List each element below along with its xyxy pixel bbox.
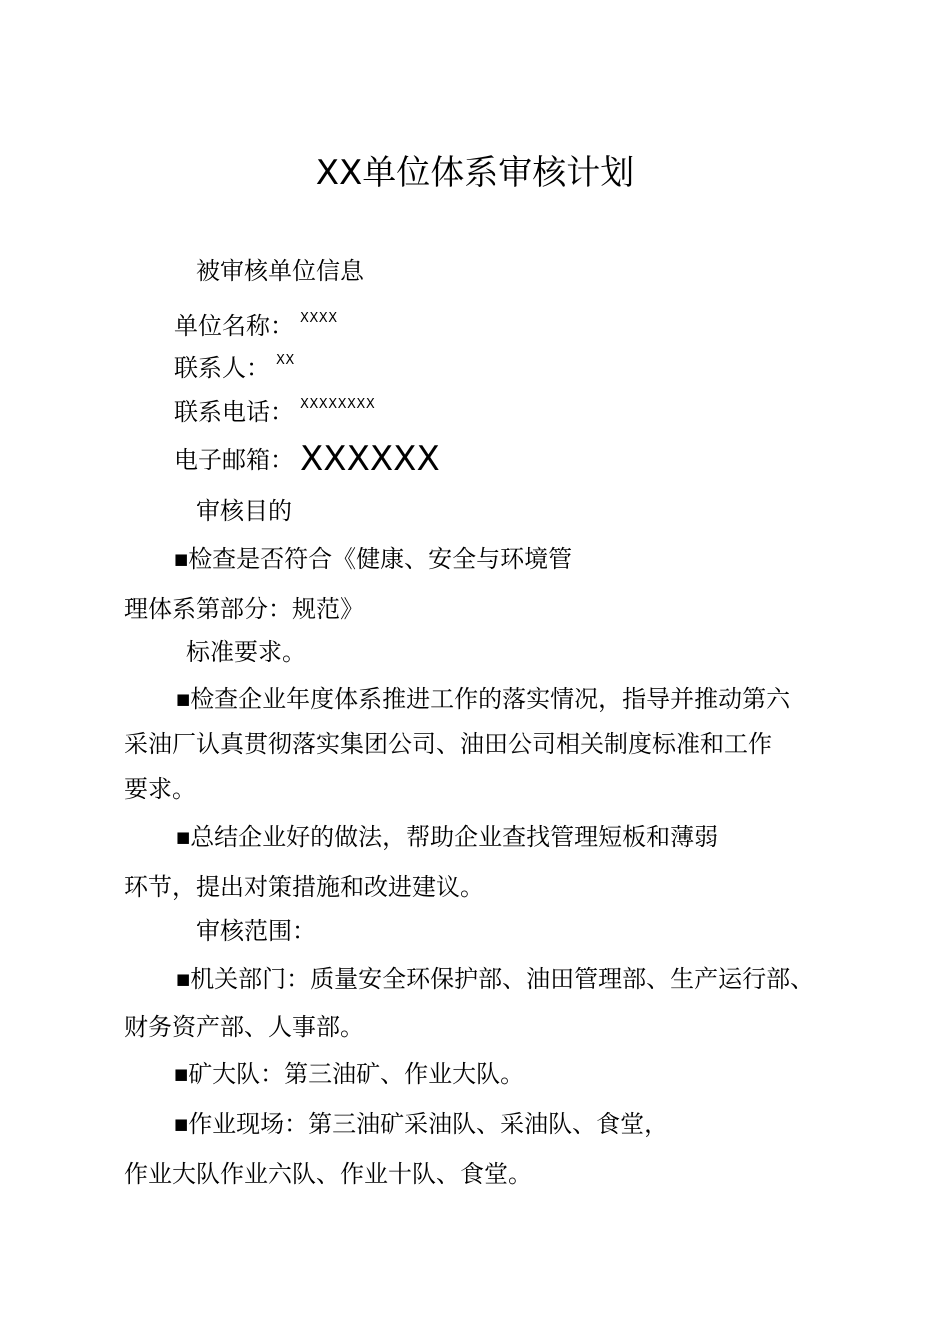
purpose-item-1-text: 检查是否符合《健康、安全与环境管 bbox=[188, 545, 573, 573]
scope-item-3-text: 作业现场：第三油矿采油队、采油队、食堂， bbox=[188, 1110, 669, 1138]
bullet-marker: ■ bbox=[174, 1065, 189, 1083]
email-value: XXXXXX bbox=[300, 439, 440, 479]
email-row bbox=[174, 440, 440, 479]
purpose-heading: 审核目的 bbox=[196, 497, 292, 525]
scope-item-3-line-1 bbox=[174, 1109, 668, 1139]
unit-name-value: XXXX bbox=[300, 311, 338, 326]
purpose-item-3-text: 总结企业好的做法，帮助企业查找管理短板和薄弱 bbox=[190, 823, 719, 851]
scope-item-1-text: 机关部门：质量安全环保护部、油田管理部、生产运行部、 bbox=[190, 965, 815, 993]
phone-label: 联系电话： bbox=[174, 398, 294, 426]
purpose-item-1-line-3: 标准要求。 bbox=[186, 638, 306, 666]
purpose-item-3-line-2: 环节，提出对策措施和改进建议。 bbox=[124, 873, 484, 901]
scope-item-1-line-2: 财务资产部、人事部。 bbox=[124, 1013, 364, 1041]
document-title: XX单位体系审核计划 bbox=[315, 153, 635, 193]
email-label: 电子邮箱： bbox=[174, 446, 294, 474]
contact-label: 联系人： bbox=[174, 354, 270, 382]
unit-name-row bbox=[174, 304, 338, 341]
bullet-marker: ■ bbox=[174, 1115, 189, 1133]
purpose-item-2-text: 检查企业年度体系推进工作的落实情况，指导并推动第六 bbox=[190, 685, 791, 713]
bullet-marker: ■ bbox=[176, 690, 191, 708]
contact-value: XX bbox=[276, 353, 295, 368]
scope-heading: 审核范围： bbox=[196, 917, 316, 945]
scope-item-2 bbox=[174, 1059, 524, 1089]
phone-row bbox=[174, 390, 375, 427]
purpose-item-1-line-1 bbox=[174, 544, 572, 574]
purpose-item-2-line-2: 采油厂认真贯彻落实集团公司、油田公司相关制度标准和工作 bbox=[124, 730, 772, 758]
phone-value: XXXXXXXX bbox=[300, 397, 376, 412]
scope-item-3-line-2: 作业大队作业六队、作业十队、食堂。 bbox=[124, 1160, 532, 1188]
purpose-item-3-line-1 bbox=[176, 822, 718, 852]
bullet-marker: ■ bbox=[176, 828, 191, 846]
bullet-marker: ■ bbox=[174, 550, 189, 568]
unit-name-label: 单位名称： bbox=[174, 312, 294, 340]
scope-item-2-text: 矿大队：第三油矿、作业大队。 bbox=[188, 1060, 525, 1088]
purpose-item-2-line-1 bbox=[176, 684, 790, 714]
contact-row bbox=[174, 346, 295, 383]
scope-item-1-line-1 bbox=[176, 964, 814, 994]
purpose-item-1-line-2: 理体系第部分：规范》 bbox=[124, 595, 364, 623]
unit-info-heading: 被审核单位信息 bbox=[196, 257, 364, 285]
purpose-item-2-line-3: 要求。 bbox=[124, 775, 196, 803]
bullet-marker: ■ bbox=[176, 970, 191, 988]
